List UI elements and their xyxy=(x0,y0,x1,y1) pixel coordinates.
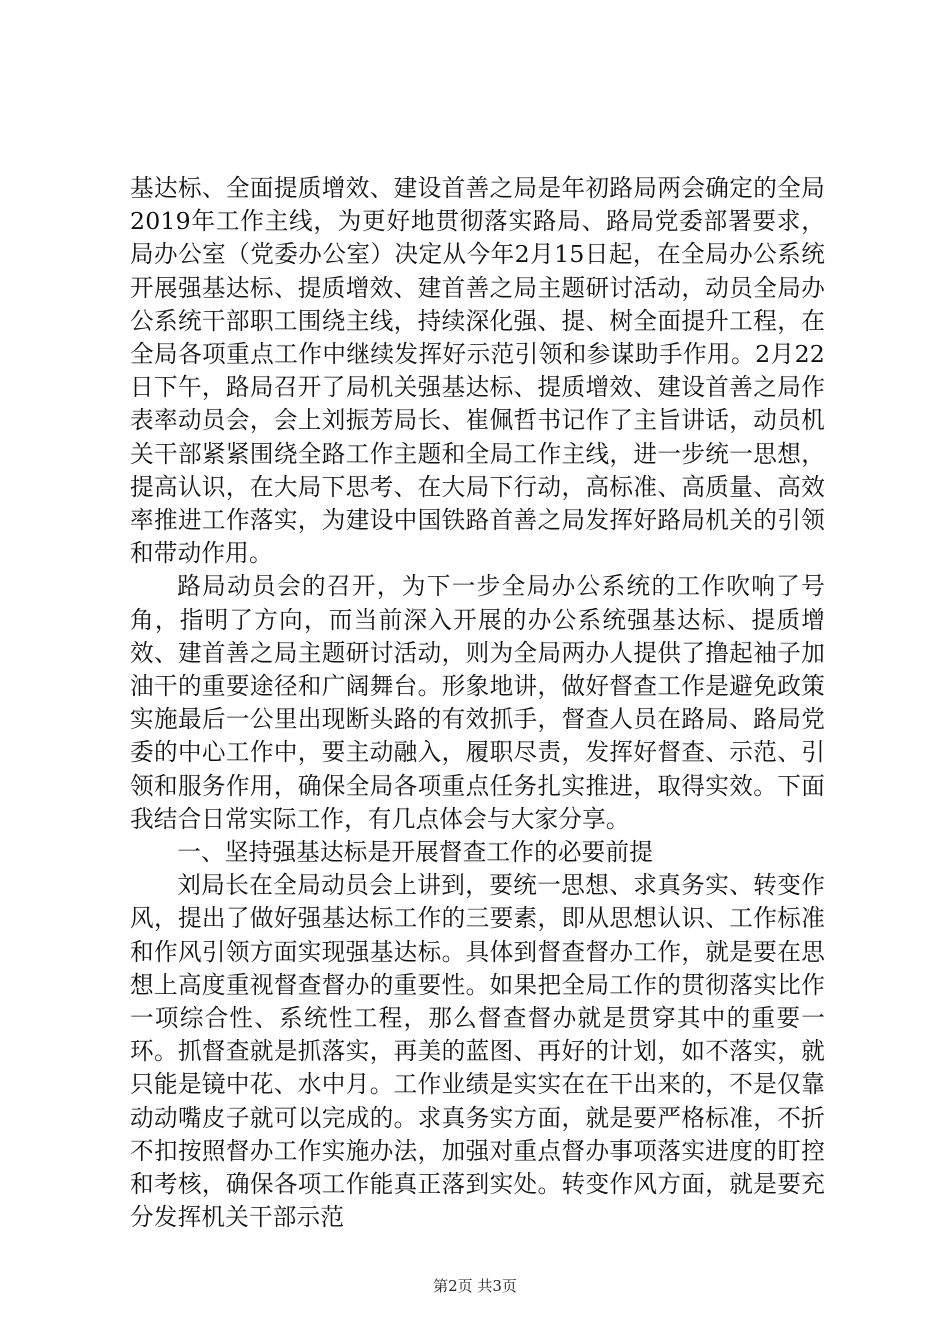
body-paragraph-1: 基达标、全面提质增效、建设首善之局是年初路局两会确定的全局2019年工作主线，为更好地贯彻落实路局、路局党委部署要求，局办公室（党委办公室）决定从今年2月15日起，在全局办公系统开展强基达标、提质增效、建首善之局主题研讨活动，动员全局办公系统干部职工围绕主线，持续深化强、提、树全面提升工程，在全局各项重点工作中继续发挥好示范引领和参谋助手作用。2月22日下午，路局召开了局机关强基达标、提质增效、建设首善之局作表率动员会，会上刘振芳局长、崔佩哲书记作了主旨讲话，动员机关干部紧紧围绕全路工作主题和全局工作主线，进一步统一思想，提高认识，在大局下思考、在大局下行动，高标准、高质量、高效率推进工作落实，为建设中国铁路首善之局发挥好路局机关的引领和带动作用。 xyxy=(130,174,825,568)
body-paragraph-2: 路局动员会的召开，为下一步全局办公系统的工作吹响了号角，指明了方向，而当前深入开展的办公系统强基达标、提质增效、建首善之局主题研讨活动，则为全局两办人提供了撸起袖子加油干的重要途径和广阔舞台。形象地讲，做好督查工作是避免政策实施最后一公里出现断头路的有效抓手，督查人员在路局、路局党委的中心工作中，要主动融入，履职尽责，发挥好督查、示范、引领和服务作用，确保全局各项重点任务扎实推进，取得实效。下面我结合日常实际工作，有几点体会与大家分享。 xyxy=(130,572,825,833)
section-heading-1: 一、坚持强基达标是开展督查工作的必要前提 xyxy=(177,838,654,867)
document-body xyxy=(130,172,825,1235)
body-paragraph-3: 刘局长在全局动员会上讲到，要统一思想、求真务实、转变作风，提出了做好强基达标工作的三要素，即从思想认识、工作标准和作风引领方面实现强基达标。具体到督查督办工作，就是要在思想上高度重视督查督办的重要性。如果把全局工作的贯彻落实比作一项综合性、系统性工程，那么督查督办就是贯穿其中的重要一环。抓督查就是抓落实，再美的蓝图、再好的计划，如不落实，就只能是镜中花、水中月。工作业绩是实实在在干出来的，不是仅靠动动嘴皮子就可以完成的。求真务实方面，就是要严格标准，不折不扣按照督办工作实施办法，加强对重点督办事项落实进度的盯控和考核，确保各项工作能真正落到实处。转变作风方面，就是要充分发挥机关干部示范 xyxy=(130,871,825,1232)
page-number-footer: 第2页 共3页 xyxy=(433,1277,517,1295)
